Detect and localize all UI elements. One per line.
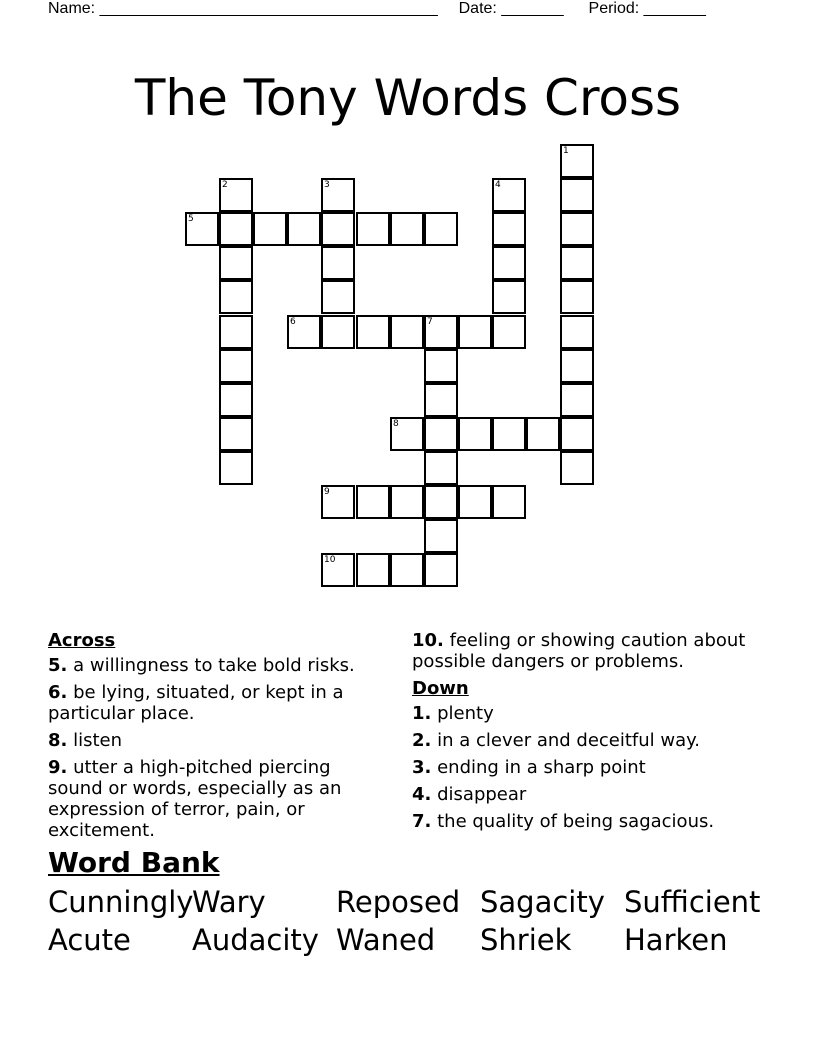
clue-down-7: 7. the quality of being sagacious. — [412, 811, 715, 832]
grid-cell[interactable] — [424, 315, 458, 349]
grid-cell[interactable] — [424, 519, 458, 553]
date-field-label: Date: _______ — [458, 0, 564, 17]
grid-cell[interactable] — [424, 485, 458, 519]
grid-cell[interactable] — [321, 553, 355, 587]
grid-cell[interactable] — [356, 485, 390, 519]
grid-cell[interactable] — [219, 383, 253, 417]
grid-cell[interactable] — [424, 417, 458, 451]
grid-cell[interactable] — [390, 553, 424, 587]
period-field-label: Period: _______ — [588, 0, 706, 17]
word-bank-item: Harken — [624, 923, 728, 957]
grid-cell[interactable] — [424, 553, 458, 587]
page-title: The Tony Words Cross — [134, 68, 682, 127]
grid-cell[interactable] — [219, 178, 253, 212]
grid-cell[interactable] — [321, 178, 355, 212]
grid-cell[interactable] — [492, 246, 526, 280]
clue-down-4: 4. disappear — [412, 784, 527, 805]
cell-number: 3 — [324, 180, 330, 190]
grid-cell[interactable] — [219, 451, 253, 485]
grid-cell[interactable] — [219, 246, 253, 280]
name-field-label: Name: ______________________________________ — [48, 0, 438, 17]
grid-cell[interactable] — [458, 417, 492, 451]
word-bank-item: Audacity — [192, 923, 319, 957]
grid-cell[interactable] — [424, 383, 458, 417]
clue-across-10: 10. feeling or showing caution about possible dangers or problems. — [412, 630, 746, 672]
across-heading: Across — [48, 630, 116, 651]
down-heading: Down — [412, 678, 469, 699]
grid-cell[interactable] — [560, 144, 594, 178]
grid-cell[interactable] — [287, 212, 321, 246]
word-bank-item: Wary — [192, 885, 266, 919]
grid-cell[interactable] — [185, 212, 219, 246]
clue-down-3: 3. ending in a sharp point — [412, 757, 646, 778]
grid-cell[interactable] — [492, 178, 526, 212]
grid-cell[interactable] — [390, 485, 424, 519]
cell-number: 4 — [495, 180, 501, 190]
grid-cell[interactable] — [356, 553, 390, 587]
clue-across-5: 5. a willingness to take bold risks. — [48, 655, 355, 676]
grid-cell[interactable] — [424, 212, 458, 246]
grid-cell[interactable] — [492, 315, 526, 349]
grid-cell[interactable] — [424, 349, 458, 383]
grid-cell[interactable] — [560, 417, 594, 451]
grid-cell[interactable] — [526, 417, 560, 451]
grid-cell[interactable] — [560, 451, 594, 485]
grid-cell[interactable] — [219, 349, 253, 383]
grid-cell[interactable] — [321, 485, 355, 519]
cell-number: 9 — [324, 487, 330, 497]
grid-cell[interactable] — [321, 246, 355, 280]
grid-cell[interactable] — [424, 451, 458, 485]
clue-across-9: 9. utter a high-pitched piercing sound or words, especially as an expression of terror, pain, or excitement. — [48, 757, 342, 841]
cell-number: 10 — [324, 555, 336, 565]
grid-cell[interactable] — [321, 315, 355, 349]
grid-cell[interactable] — [560, 280, 594, 314]
grid-cell[interactable] — [560, 212, 594, 246]
cell-number: 1 — [563, 146, 569, 156]
grid-cell[interactable] — [492, 485, 526, 519]
grid-cell[interactable] — [492, 212, 526, 246]
grid-cell[interactable] — [219, 280, 253, 314]
grid-cell[interactable] — [560, 178, 594, 212]
grid-cell[interactable] — [458, 315, 492, 349]
cell-number: 6 — [290, 317, 296, 327]
grid-cell[interactable] — [356, 315, 390, 349]
word-bank-item: Waned — [336, 923, 436, 957]
grid-cell[interactable] — [253, 212, 287, 246]
cell-number: 5 — [188, 214, 194, 224]
grid-cell[interactable] — [560, 383, 594, 417]
clue-down-1: 1. plenty — [412, 703, 494, 724]
clues-right-column — [412, 628, 772, 832]
cell-number: 7 — [427, 317, 433, 327]
grid-cell[interactable] — [560, 315, 594, 349]
word-bank-item: Shriek — [480, 923, 572, 957]
grid-cell[interactable] — [390, 315, 424, 349]
word-bank-item: Reposed — [336, 885, 461, 919]
clue-across-6: 6. be lying, situated, or kept in a particular place. — [48, 682, 344, 724]
word-bank-item: Acute — [48, 923, 131, 957]
grid-cell[interactable] — [390, 212, 424, 246]
grid-cell[interactable] — [321, 212, 355, 246]
grid-cell[interactable] — [560, 246, 594, 280]
word-bank-item: Sufficient — [624, 885, 761, 919]
grid-cell[interactable] — [458, 485, 492, 519]
grid-cell[interactable] — [219, 315, 253, 349]
grid-cell[interactable] — [321, 280, 355, 314]
grid-cell[interactable] — [356, 212, 390, 246]
grid-cell[interactable] — [219, 417, 253, 451]
word-bank-item: Cunningly — [48, 885, 194, 919]
grid-cell[interactable] — [492, 280, 526, 314]
grid-cell[interactable] — [390, 417, 424, 451]
clue-down-2: 2. in a clever and deceitful way. — [412, 730, 700, 751]
word-bank-title: Word Bank — [48, 846, 220, 879]
cell-number: 8 — [393, 419, 399, 429]
word-bank-item: Sagacity — [480, 885, 605, 919]
clue-across-8: 8. listen — [48, 730, 123, 751]
grid-cell[interactable] — [560, 349, 594, 383]
cell-number: 2 — [222, 180, 228, 190]
grid-cell[interactable] — [287, 315, 321, 349]
grid-cell[interactable] — [219, 212, 253, 246]
grid-cell[interactable] — [492, 417, 526, 451]
clues-left-column — [48, 628, 378, 841]
